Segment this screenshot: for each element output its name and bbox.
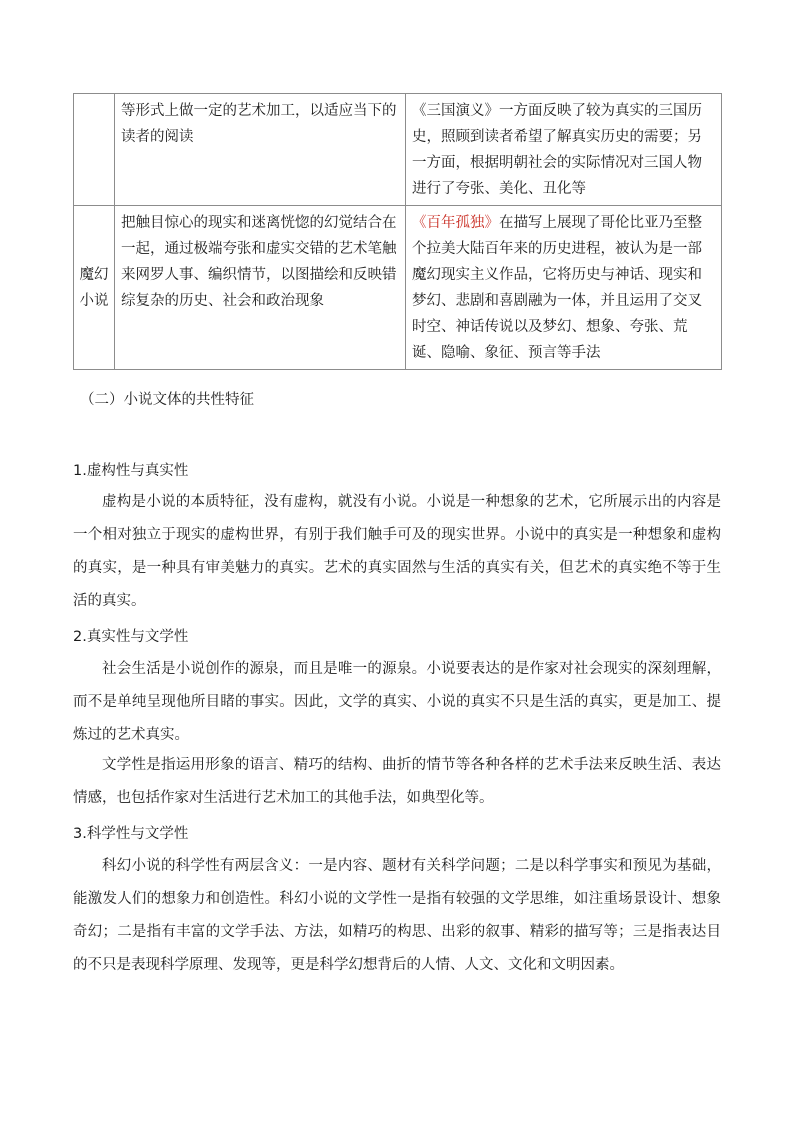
point-heading: 3.科学性与文学性 bbox=[73, 826, 189, 842]
body-paragraph: 社会生活是小说创作的源泉，而且是唯一的源泉。小说要表达的是作家对社会现实的深刻理解，而不是单纯呈现他所目睹的事实。因此，文学的真实、小说的真实不只是生活的真实，更是加工、提炼过的艺术真实。 bbox=[73, 661, 721, 743]
table-row bbox=[74, 206, 722, 370]
table-row bbox=[74, 94, 722, 206]
body-paragraph: 文学性是指运用形象的语言、精巧的结构、曲折的情节等各种各样的艺术手法来反映生活、表达情感，也包括作家对生活进行艺术加工的其他手法，如典型化等。 bbox=[73, 757, 721, 806]
example-cell: 《三国演义》一方面反映了较为真实的三国历史，照顾到读者希望了解真实历史的需要；另一方面，根据明朝社会的实际情况对三国人物进行了夸张、美化、丑化等 bbox=[406, 94, 722, 206]
point-heading: 1.虚构性与真实性 bbox=[73, 463, 189, 479]
body-paragraph: 科幻小说的科学性有两层含义：一是内容、题材有关科学问题；二是以科学事实和预见为基础，能激发人们的想象力和创造性。科幻小说的文学性一是指有较强的文学思维，如注重场景设计、想象奇幻；二是指有丰富的文学手法、方法，如精巧的构思、出彩的叙事、精彩的描写等；三是指表达目的不只是表现科学原理、发现等，更是科学幻想背后的人情、人文、文化和文明因素。 bbox=[73, 858, 721, 973]
genre-label-line: 魔幻 bbox=[79, 266, 109, 283]
section-title: （二）小说文体的共性特征 bbox=[80, 392, 254, 408]
body-paragraph: 虚构是小说的本质特征，没有虚构，就没有小说。小说是一种想象的艺术，它所展示出的内容是一个相对独立于现实的虚构世界，有别于我们触手可及的现实世界。小说中的真实是一种想象和虚构的真实，是一种具有审美魅力的真实。艺术的真实固然与生活的真实有关，但艺术的真实绝不等于生活的真实。 bbox=[73, 494, 721, 609]
example-cell bbox=[406, 206, 722, 370]
point-heading: 2.真实性与文学性 bbox=[73, 629, 189, 645]
description-cell: 把触目惊心的现实和迷离恍惚的幻觉结合在一起，通过极端夸张和虚实交错的艺术笔触来网罗人事、编织情节，以图描绘和反映错综复杂的历史、社会和政治现象 bbox=[115, 206, 406, 370]
book-title-highlight: 《百年孤独》 bbox=[412, 215, 499, 231]
genre-label-line: 小说 bbox=[79, 292, 109, 309]
genre-cell bbox=[74, 94, 115, 206]
example-text: 在描写上展现了哥伦比亚乃至整个拉美大陆百年来的历史进程，被认为是一部魔幻现实主义作品，它将历史与神话、现实和梦幻、悲剧和喜剧融为一体，并且运用了交叉时空、神话传说以及梦幻、想象、夸张、荒诞、隐喻、象征、预言等手法 bbox=[412, 215, 702, 361]
novel-type-table bbox=[73, 93, 722, 370]
description-cell: 等形式上做一定的艺术加工，以适应当下的读者的阅读 bbox=[115, 94, 406, 206]
genre-cell bbox=[74, 206, 115, 370]
